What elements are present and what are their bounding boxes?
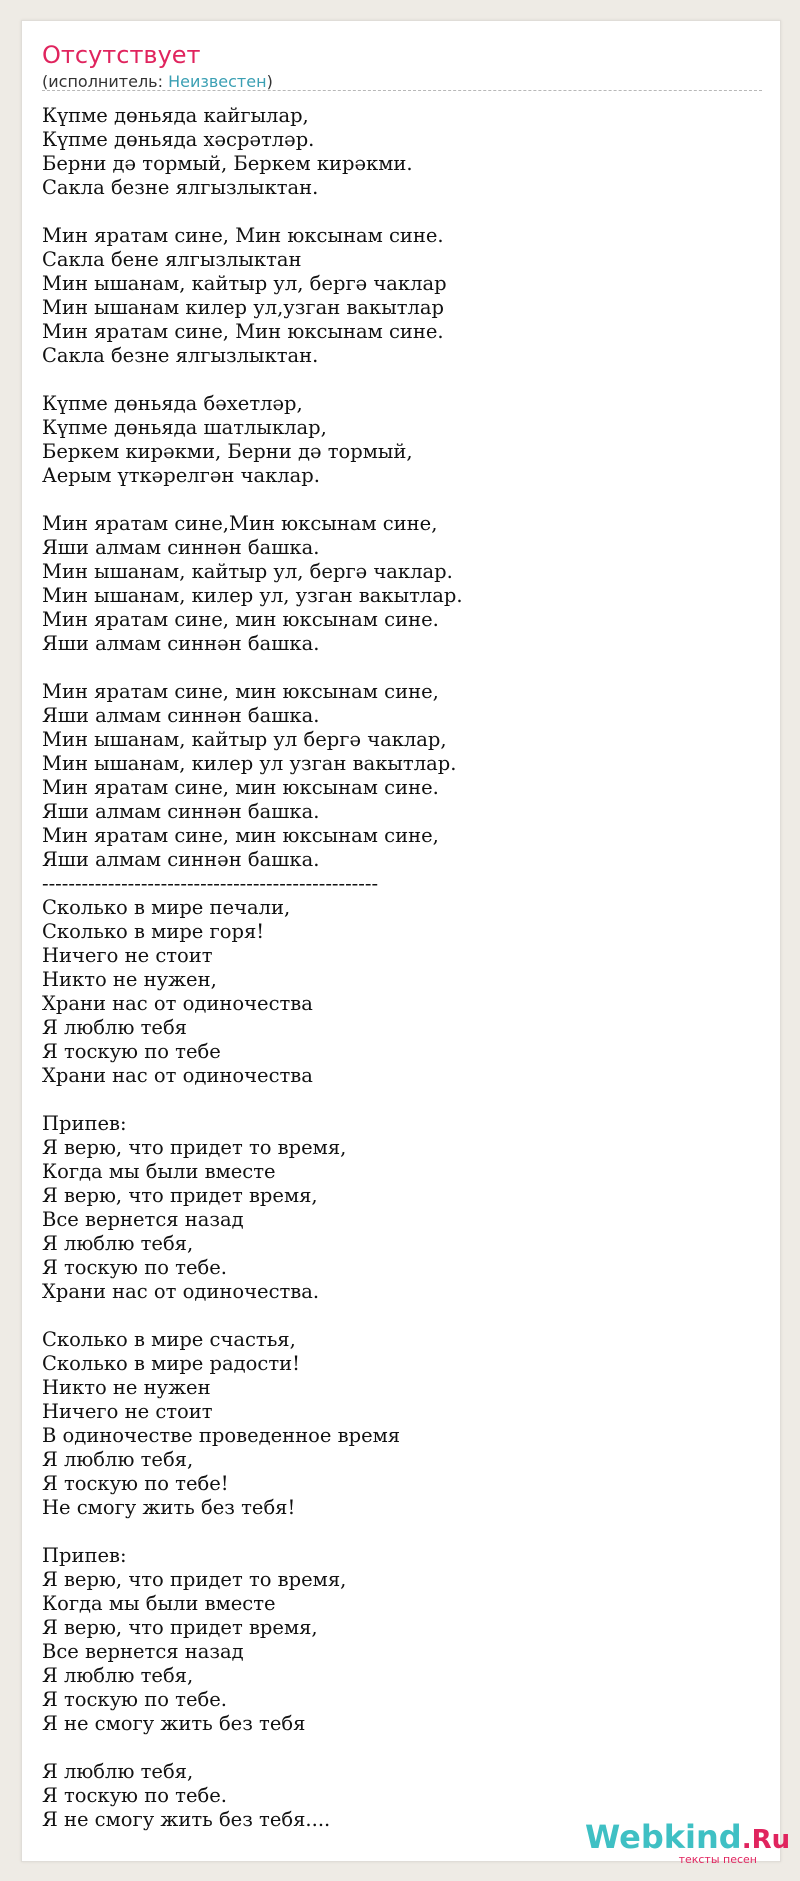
title-divider <box>42 90 762 91</box>
lyrics-line <box>42 1304 762 1328</box>
lyrics-line: Ничего не стоит <box>42 944 213 967</box>
lyrics-line: Күпме дөньяда бәхетләр, <box>42 392 303 415</box>
lyrics-line: Я тоскую по тебе. <box>42 1688 227 1711</box>
lyrics-line: Храни нас от одиночества <box>42 1064 313 1087</box>
lyrics-line: Мин яратам сине, мин юксынам сине, <box>42 680 439 703</box>
lyrics-line <box>42 1736 762 1760</box>
lyrics-line <box>42 368 762 392</box>
lyrics-line: В одиночестве проведенное время <box>42 1424 401 1447</box>
lyrics-line: Мин ышанам, кайтыр ул, бергә чаклар. <box>42 560 453 583</box>
lyrics-line: Күпме дөньяда шатлыклар, <box>42 416 327 439</box>
lyrics-line: Ничего не стоит <box>42 1400 213 1423</box>
lyrics-line <box>42 1520 762 1544</box>
lyrics-line: Сакла бене ялгызлыктан <box>42 248 302 271</box>
performer-suffix: ) <box>266 72 273 91</box>
lyrics-line: Я тоскую по тебе. <box>42 1784 227 1807</box>
lyrics-line: Сколько в мире радости! <box>42 1352 300 1375</box>
lyrics-line: Не смогу жить без тебя! <box>42 1496 296 1519</box>
performer-prefix: (исполнитель: <box>42 72 169 91</box>
lyrics-line: Я тоскую по тебе! <box>42 1472 229 1495</box>
lyrics-line: Когда мы были вместе <box>42 1160 276 1183</box>
lyrics-line: Я верю, что придет время, <box>42 1184 318 1207</box>
lyrics-line: Берни дә тормый, Беркем кирәкми. <box>42 152 413 175</box>
lyrics-line: Никто не нужен <box>42 1376 211 1399</box>
lyrics-line: Сколько в мире горя! <box>42 920 265 943</box>
song-title: Отсутствует <box>42 41 201 69</box>
lyrics-line: Мин ышанам, кайтыр ул бергә чаклар, <box>42 728 447 751</box>
lyrics-line: Когда мы были вместе <box>42 1592 276 1615</box>
lyrics-line <box>42 488 762 512</box>
site-logo[interactable] <box>585 1818 791 1866</box>
lyrics-line: Мин ышанам килер ул,узган вакытлар <box>42 296 445 319</box>
lyrics-line: Яши алмам синнән башка. <box>42 800 320 823</box>
lyrics-line: Мин ышанам, килер ул узган вакытлар. <box>42 752 457 775</box>
lyrics-line: Я люблю тебя, <box>42 1760 194 1783</box>
lyrics-line: --------------------------------------------------- <box>42 872 379 895</box>
lyrics-line: Храни нас от одиночества. <box>42 1280 320 1303</box>
lyrics-line: Я тоскую по тебе. <box>42 1256 227 1279</box>
lyrics-line <box>42 200 762 224</box>
lyrics-line: Я не смогу жить без тебя <box>42 1712 306 1735</box>
lyrics-line: Припев: <box>42 1544 127 1567</box>
lyrics-line: Мин ышанам, кайтыр ул, бергә чаклар <box>42 272 447 295</box>
lyrics-line: Я верю, что придет то время, <box>42 1136 347 1159</box>
lyrics-line: Я люблю тебя, <box>42 1448 194 1471</box>
lyrics-line: Аерым үткәрелгән чаклар. <box>42 464 320 487</box>
lyrics-line: Я тоскую по тебе <box>42 1040 221 1063</box>
logo-tld-text: .Ru <box>741 1825 791 1855</box>
logo-tagline: тексты песен <box>678 1853 757 1866</box>
lyrics-line: Я люблю тебя, <box>42 1232 194 1255</box>
logo-main-text: Webkind <box>585 1818 742 1856</box>
lyrics-line: Мин яратам сине, Мин юксынам сине. <box>42 320 444 343</box>
lyrics-line: Я не смогу жить без тебя.... <box>42 1808 331 1831</box>
lyrics-line: Припев: <box>42 1112 127 1135</box>
lyrics-line: Яши алмам синнән башка. <box>42 848 320 871</box>
lyrics-line: Храни нас от одиночества <box>42 992 313 1015</box>
lyrics-line: Никто не нужен, <box>42 968 217 991</box>
lyrics-line: Мин яратам сине,Мин юксынам сине, <box>42 512 438 535</box>
lyrics-line <box>42 1088 762 1112</box>
lyrics-line: Сакла безне ялгызлыктан. <box>42 344 319 367</box>
performer-link[interactable]: Неизвестен <box>168 72 267 91</box>
lyrics-line: Сколько в мире печали, <box>42 896 291 919</box>
lyrics-line: Күпме дөньяда кайгылар, <box>42 104 309 127</box>
lyrics-line: Мин яратам сине, мин юксынам сине. <box>42 776 439 799</box>
lyrics-line: Сакла безне ялгызлыктан. <box>42 176 319 199</box>
lyrics-line: Я люблю тебя, <box>42 1664 194 1687</box>
lyrics-line: Я верю, что придет время, <box>42 1616 318 1639</box>
lyrics-line: Мин яратам сине, мин юксынам сине. <box>42 608 439 631</box>
performer-line <box>42 72 273 91</box>
lyrics-line: Все вернется назад <box>42 1208 244 1231</box>
lyrics-line: Все вернется назад <box>42 1640 244 1663</box>
lyrics-line: Мин ышанам, килер ул, узган вакытлар. <box>42 584 463 607</box>
lyrics-line: Күпме дөньяда хәсрәтләр. <box>42 128 315 151</box>
lyrics-line: Сколько в мире счастья, <box>42 1328 296 1351</box>
lyrics-line: Яши алмам синнән башка. <box>42 632 320 655</box>
lyrics-line: Мин яратам сине, мин юксынам сине, <box>42 824 439 847</box>
lyrics-card <box>21 20 791 1866</box>
lyrics-line: Яши алмам синнән башка. <box>42 704 320 727</box>
lyrics-line: Я люблю тебя <box>42 1016 187 1039</box>
lyrics-line: Яши алмам синнән башка. <box>42 536 320 559</box>
lyrics-line: Беркем кирәкми, Берни дә тормый, <box>42 440 413 463</box>
lyrics-line: Мин яратам сине, Мин юксынам сине. <box>42 224 444 247</box>
lyrics-text <box>42 104 762 1832</box>
lyrics-line <box>42 656 762 680</box>
lyrics-line: Я верю, что придет то время, <box>42 1568 347 1591</box>
